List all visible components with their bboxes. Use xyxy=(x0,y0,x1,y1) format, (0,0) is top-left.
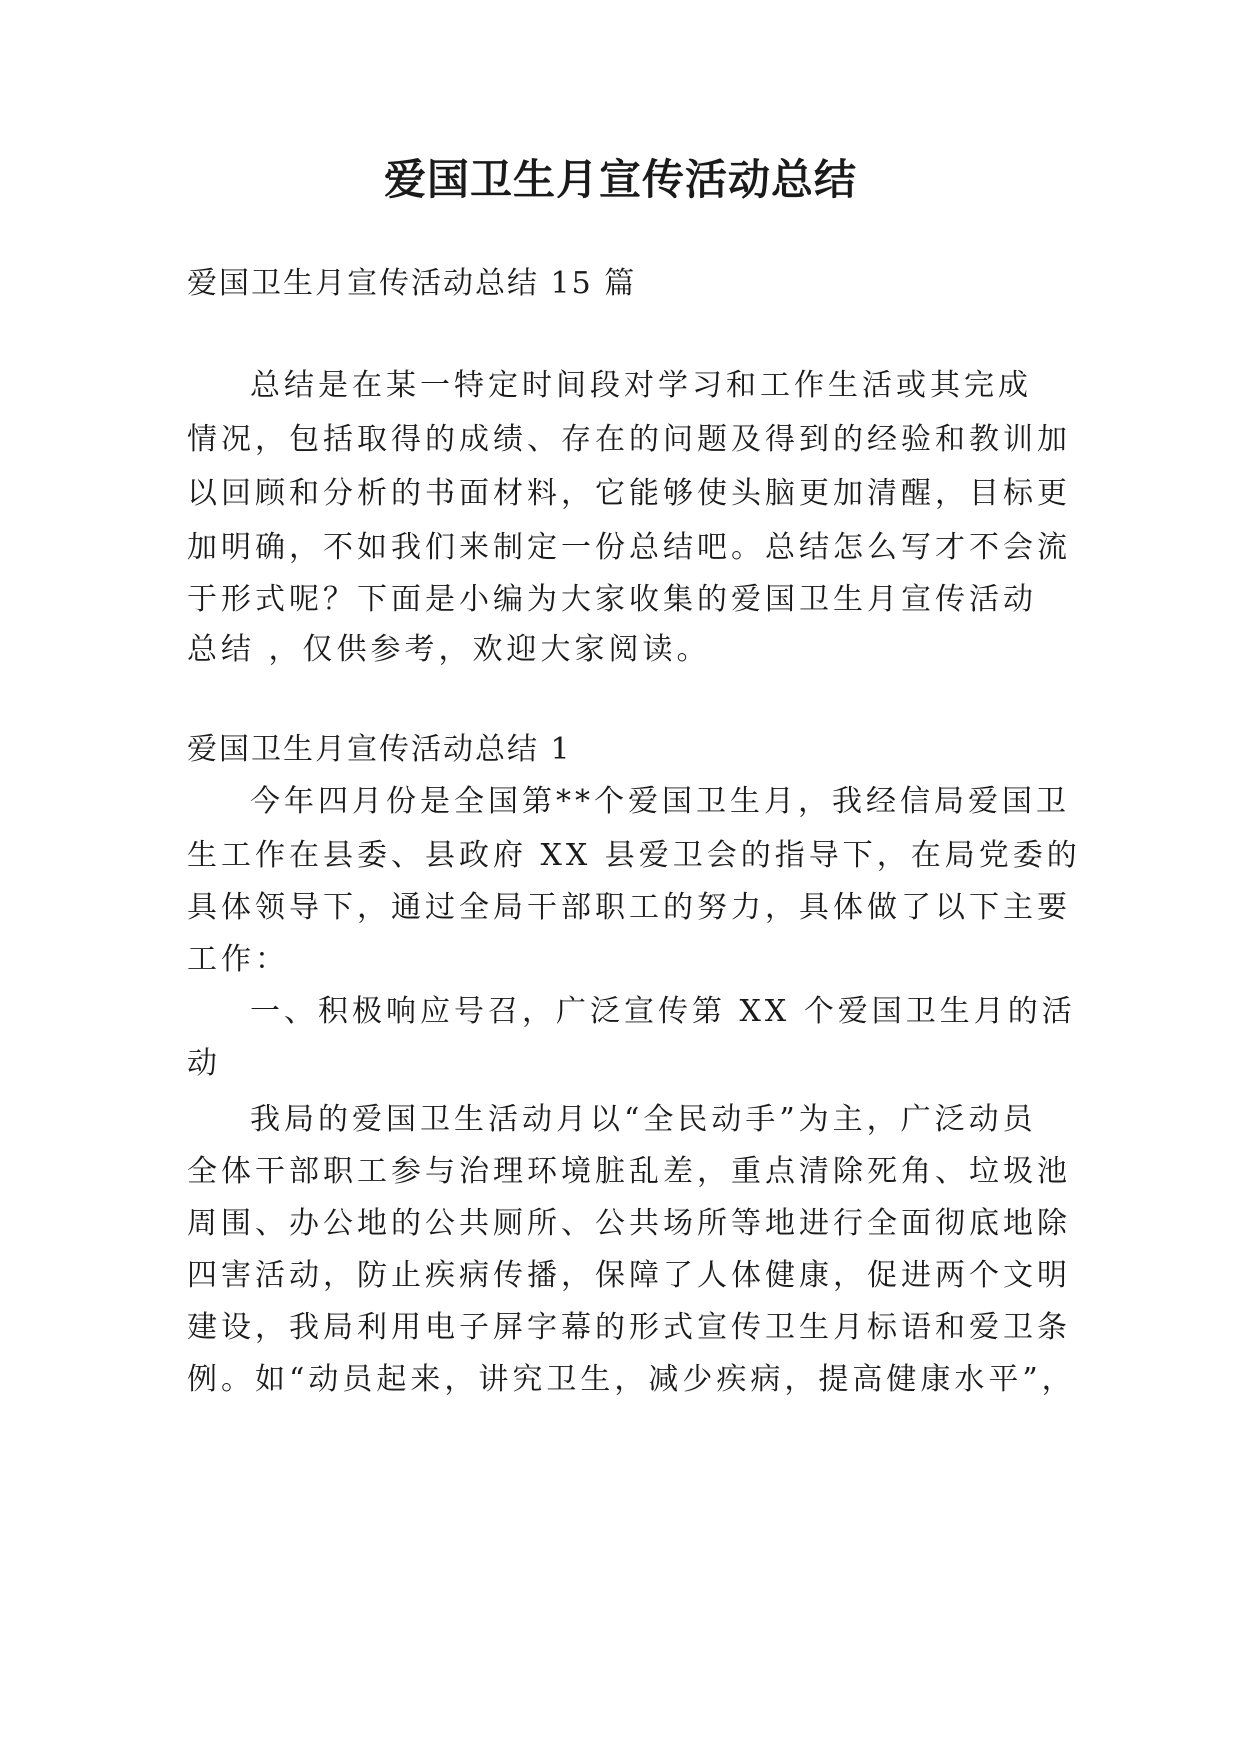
intro-line-2: 情况，包括取得的成绩、存在的问题及得到的经验和教训加 xyxy=(187,422,1071,457)
intro-line-6: 总结 ，仅供参考，欢迎大家阅读。 xyxy=(187,632,711,667)
intro-line-3: 以回顾和分析的书面材料，它能够使头脑更加清醒，目标更 xyxy=(187,476,1071,511)
para2-line-3: 周围、办公地的公共厕所、公共场所等地进行全面彻底地除 xyxy=(187,1206,1071,1241)
para1-line-4: 工作： xyxy=(187,942,289,977)
section-heading: 爱国卫生月宣传活动总结 1 xyxy=(187,732,572,767)
para2-line-1: 我局的爱国卫生活动月以“全民动手”为主，广泛动员 xyxy=(250,1102,1037,1137)
document-title: 爱国卫生月宣传活动总结 xyxy=(383,155,857,204)
intro-line-1: 总结是在某一特定时间段对学习和工作生活或其完成 xyxy=(250,368,1032,403)
point1-line-1: 一、积极响应号召，广泛宣传第 XX 个爱国卫生月的活 xyxy=(250,994,1076,1029)
document-subtitle: 爱国卫生月宣传活动总结 15 篇 xyxy=(187,266,637,301)
para2-line-4: 四害活动，防止疾病传播，保障了人体健康，促进两个文明 xyxy=(187,1258,1071,1293)
para2-line-5: 建设，我局利用电子屏字幕的形式宣传卫生月标语和爱卫条 xyxy=(187,1310,1071,1345)
para1-line-3: 具体领导下，通过全局干部职工的努力，具体做了以下主要 xyxy=(187,890,1071,925)
intro-line-4: 加明确，不如我们来制定一份总结吧。总结怎么写才不会流 xyxy=(187,530,1071,565)
para2-line-6: 例。如“动员起来，讲究卫生，减少疾病，提高健康水平”， xyxy=(187,1362,1076,1397)
point1-line-2: 动 xyxy=(187,1046,221,1081)
intro-line-5: 于形式呢？下面是小编为大家收集的爱国卫生月宣传活动 xyxy=(187,582,1037,617)
para2-line-2: 全体干部职工参与治理环境脏乱差，重点清除死角、垃圾池 xyxy=(187,1154,1071,1189)
para1-line-2: 生工作在县委、县政府 XX 县爱卫会的指导下，在局党委的 xyxy=(187,838,1081,873)
para1-line-1: 今年四月份是全国第**个爱国卫生月，我经信局爱国卫 xyxy=(250,784,1070,819)
